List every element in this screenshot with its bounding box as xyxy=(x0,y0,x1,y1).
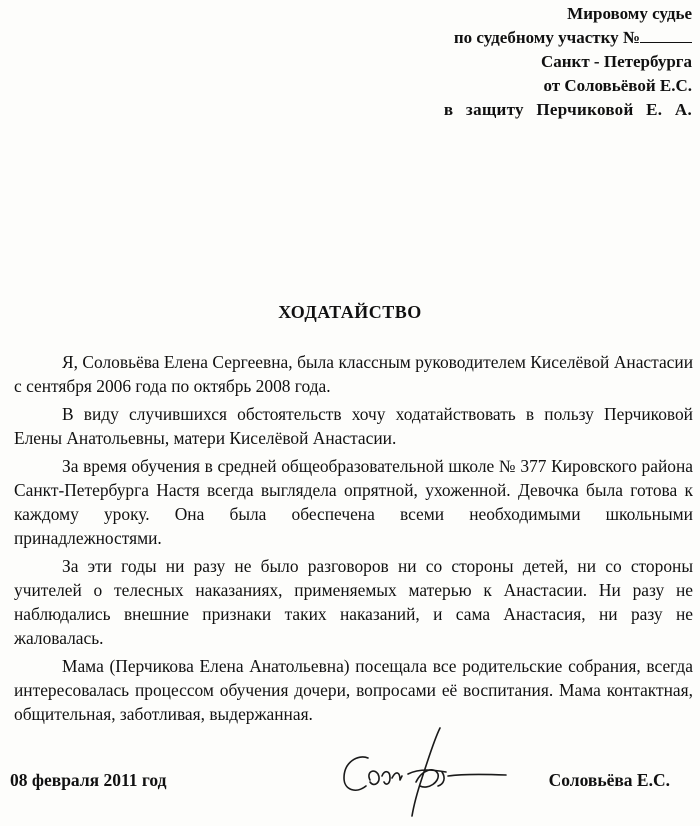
addressee-line-from: от Соловьёвой Е.С. xyxy=(543,76,692,95)
document-date: 08 февраля 2011 год xyxy=(10,770,167,790)
addressee-line-district-text: по судебному участку № xyxy=(453,28,640,47)
addressee-block xyxy=(444,2,692,122)
addressee-line-judge: Мировому судье xyxy=(567,4,692,23)
document-title: ХОДАТАЙСТВО xyxy=(278,302,422,322)
district-number-blank xyxy=(640,28,692,43)
paragraph: Мама (Перчикова Елена Анатольевна) посещала все родительские собрания, всегда интересовалась процессом обучения дочери, вопросами её воспитания. Мама контактная, общительная, заботливая, выдержанная. xyxy=(14,656,693,724)
paragraph: В виду случившихся обстоятельств хочу ходатайствовать в пользу Перчиковой Елены Анатольевны, матери Киселёвой Анастасии. xyxy=(14,404,693,448)
paragraph: За время обучения в средней общеобразовательной школе № 377 Кировского района Санкт-Петербурга Настя всегда выглядела опрятной, ухоженной. Девочка была готова к каждому уроку. Она была обеспечена всеми необходимыми школьными принадлежностями. xyxy=(14,456,693,548)
addressee-line-district xyxy=(444,26,692,50)
document-body xyxy=(14,350,693,730)
signer-name: Соловьёва Е.С. xyxy=(548,770,670,790)
paragraph: Я, Соловьёва Елена Сергеевна, была классным руководителем Киселёвой Анастасии с сентября 2006 года по октябрь 2008 года. xyxy=(14,352,693,396)
handwritten-signature xyxy=(330,720,520,820)
addressee-line-city: Санкт - Петербурга xyxy=(540,52,692,71)
paragraph: За эти годы ни разу не было разговоров ни со стороны детей, ни со стороны учителей о телесных наказаниях, применяемых матерью к Анастасии. Ни разу не наблюдались внешние признаки таких наказаний, и сама Анастасия, ни разу не жаловалась. xyxy=(14,556,693,648)
addressee-line-defense: в защиту Перчиковой Е. А. xyxy=(443,100,692,119)
